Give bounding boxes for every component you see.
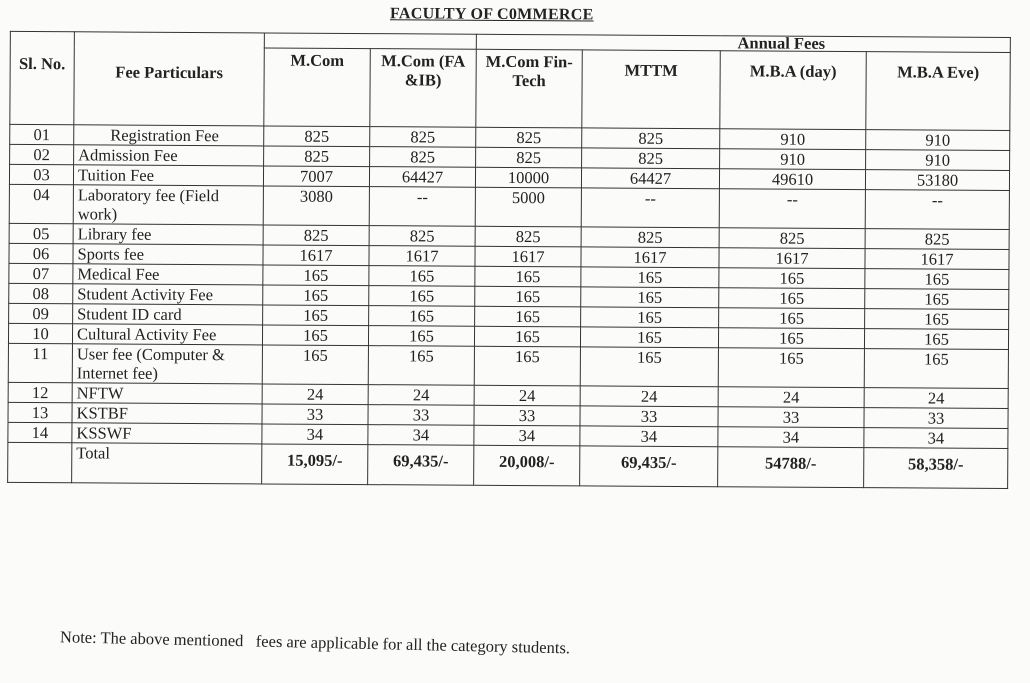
fee-amount: 825 bbox=[264, 146, 370, 167]
fee-amount: 165 bbox=[368, 346, 474, 386]
fee-amount: 165 bbox=[865, 269, 1009, 290]
serial-number: 01 bbox=[10, 124, 74, 144]
fee-particular: Laboratory fee (Field work) bbox=[73, 185, 263, 225]
fee-amount: 825 bbox=[581, 227, 719, 248]
header-fee-particulars: Fee Particulars bbox=[74, 32, 265, 126]
fee-amount: 165 bbox=[581, 267, 719, 288]
fee-amount: 165 bbox=[865, 289, 1009, 310]
fee-table bbox=[7, 31, 1011, 489]
fee-amount: 24 bbox=[718, 387, 864, 408]
serial-number: 13 bbox=[8, 402, 72, 422]
fee-amount: 825 bbox=[263, 225, 369, 246]
serial-number: 04 bbox=[9, 184, 73, 223]
fee-amount: 825 bbox=[865, 229, 1009, 250]
header-sl-no: Sl. No. bbox=[10, 31, 75, 124]
fee-amount: 1617 bbox=[581, 247, 719, 268]
fee-amount: 1617 bbox=[719, 248, 865, 269]
fee-amount: 165 bbox=[864, 329, 1008, 350]
fee-amount: 165 bbox=[263, 265, 369, 286]
fee-particular: KSTBF bbox=[72, 403, 262, 424]
fee-amount: -- bbox=[581, 188, 719, 228]
fee-amount: 165 bbox=[581, 287, 719, 308]
fee-amount: 49610 bbox=[719, 169, 865, 190]
serial-number: 11 bbox=[8, 343, 72, 382]
fee-amount: 825 bbox=[369, 226, 475, 247]
fee-amount: 53180 bbox=[865, 170, 1009, 191]
fee-particular: Registration Fee bbox=[74, 125, 264, 146]
fee-amount: 165 bbox=[368, 326, 474, 347]
fee-amount: 34 bbox=[718, 427, 864, 448]
fee-amount: 24 bbox=[368, 385, 474, 406]
fee-amount: 165 bbox=[262, 345, 368, 385]
fee-amount: 165 bbox=[369, 306, 475, 327]
fee-amount: 825 bbox=[264, 126, 370, 147]
fee-amount: 165 bbox=[475, 266, 581, 287]
serial-number: 05 bbox=[9, 223, 73, 243]
fee-amount: 165 bbox=[580, 327, 718, 348]
fee-amount: 165 bbox=[580, 347, 718, 387]
fee-amount: 34 bbox=[474, 425, 580, 446]
fee-particular: KSSWF bbox=[72, 423, 262, 444]
footnote: Note: The above mentioned fees are applicable for all the category students. bbox=[59, 627, 571, 658]
header-program: M.B.A Eve) bbox=[866, 52, 1010, 131]
fee-amount: 825 bbox=[476, 127, 582, 148]
fee-amount: 825 bbox=[719, 228, 865, 249]
fee-amount: 165 bbox=[474, 346, 580, 386]
fee-particular: Admission Fee bbox=[74, 145, 264, 166]
fee-amount: 34 bbox=[262, 424, 368, 445]
header-program: M.Com Fin-Tech bbox=[476, 49, 582, 128]
fee-particular: Student ID card bbox=[73, 304, 263, 325]
fee-amount: 910 bbox=[866, 130, 1010, 151]
fee-amount: 825 bbox=[475, 226, 581, 247]
fee-amount: 1617 bbox=[369, 246, 475, 267]
fee-amount: 24 bbox=[474, 385, 580, 406]
serial-number: 10 bbox=[8, 323, 72, 343]
fee-amount: 165 bbox=[719, 308, 865, 329]
fee-amount: 165 bbox=[864, 349, 1008, 389]
header-program: M.B.A (day) bbox=[720, 51, 866, 130]
fee-amount: 1617 bbox=[475, 246, 581, 267]
serial-number: 02 bbox=[10, 144, 74, 164]
fee-amount: -- bbox=[865, 190, 1009, 230]
header-program: M.Com bbox=[264, 48, 370, 127]
fee-amount: 910 bbox=[720, 149, 866, 170]
fee-amount: 165 bbox=[718, 348, 864, 388]
serial-number: 08 bbox=[9, 283, 73, 303]
total-amount: 15,095/- bbox=[262, 444, 368, 485]
fee-amount: 10000 bbox=[475, 167, 581, 188]
fee-amount: 825 bbox=[476, 147, 582, 168]
header-program: MTTM bbox=[582, 50, 720, 129]
fee-amount: 165 bbox=[718, 328, 864, 349]
total-amount: 54788/- bbox=[718, 447, 864, 488]
fee-amount: 33 bbox=[580, 406, 718, 427]
fee-amount: 34 bbox=[580, 426, 718, 447]
fee-amount: 165 bbox=[475, 306, 581, 327]
fee-amount: 825 bbox=[370, 147, 476, 168]
total-amount: 69,435/- bbox=[368, 445, 474, 486]
fee-particular: Student Activity Fee bbox=[73, 284, 263, 305]
fee-particular: Cultural Activity Fee bbox=[72, 324, 262, 345]
fee-amount: -- bbox=[369, 187, 475, 227]
fee-amount: 33 bbox=[718, 407, 864, 428]
serial-number: 06 bbox=[9, 243, 73, 263]
total-amount: 69,435/- bbox=[580, 446, 718, 487]
header-blank bbox=[264, 33, 476, 49]
table-row bbox=[8, 343, 1008, 388]
fee-amount: 1617 bbox=[263, 245, 369, 266]
page-title: FACULTY OF C0MMERCE bbox=[389, 5, 594, 24]
fee-amount: 24 bbox=[864, 388, 1008, 409]
serial-number: 03 bbox=[9, 164, 73, 184]
fee-amount: 910 bbox=[720, 129, 866, 150]
fee-amount: 64427 bbox=[581, 168, 719, 189]
serial-number: 07 bbox=[9, 263, 73, 283]
fee-amount: 64427 bbox=[369, 167, 475, 188]
fee-amount: 24 bbox=[262, 384, 368, 405]
fee-amount: -- bbox=[719, 189, 865, 229]
fee-amount: 165 bbox=[581, 307, 719, 328]
fee-amount: 34 bbox=[864, 428, 1008, 449]
fee-amount: 165 bbox=[475, 286, 581, 307]
fee-particular: NFTW bbox=[72, 383, 262, 404]
header-program: M.Com (FA &IB) bbox=[370, 49, 476, 128]
fee-amount: 165 bbox=[369, 286, 475, 307]
total-amount: 20,008/- bbox=[474, 445, 580, 486]
fee-amount: 7007 bbox=[263, 166, 369, 187]
fee-amount: 33 bbox=[262, 404, 368, 425]
annual-fees-label: Annual Fees bbox=[737, 33, 826, 53]
fee-amount: 165 bbox=[369, 266, 475, 287]
fee-amount: 910 bbox=[866, 150, 1010, 171]
fee-amount: 33 bbox=[368, 405, 474, 426]
fee-amount: 5000 bbox=[475, 187, 581, 227]
fee-amount: 165 bbox=[719, 288, 865, 309]
fee-particular: Library fee bbox=[73, 224, 263, 245]
fee-amount: 825 bbox=[582, 148, 720, 169]
fee-particular: User fee (Computer & Internet fee) bbox=[72, 344, 262, 384]
fee-amount: 165 bbox=[262, 325, 368, 346]
fee-particular: Medical Fee bbox=[73, 264, 263, 285]
fee-particular: Tuition Fee bbox=[73, 165, 263, 186]
fee-amount: 825 bbox=[370, 127, 476, 148]
fee-amount: 165 bbox=[474, 326, 580, 347]
fee-amount: 825 bbox=[582, 128, 720, 149]
serial-number: 09 bbox=[9, 303, 73, 323]
fee-amount: 24 bbox=[580, 386, 718, 407]
serial-number: 14 bbox=[8, 422, 72, 442]
fee-amount: 34 bbox=[368, 425, 474, 446]
total-row bbox=[8, 442, 1008, 488]
fee-amount: 165 bbox=[263, 305, 369, 326]
fee-amount: 1617 bbox=[865, 249, 1009, 270]
fee-amount: 165 bbox=[263, 285, 369, 306]
fee-amount: 165 bbox=[719, 268, 865, 289]
fee-amount: 3080 bbox=[263, 186, 369, 226]
total-amount: 58,358/- bbox=[864, 448, 1008, 489]
total-label: Total bbox=[72, 443, 262, 484]
total-sl-blank bbox=[8, 442, 72, 482]
fee-amount: 165 bbox=[865, 309, 1009, 330]
fee-amount: 33 bbox=[474, 405, 580, 426]
fee-amount: 33 bbox=[864, 408, 1008, 429]
fee-particular: Sports fee bbox=[73, 244, 263, 265]
table-row bbox=[9, 184, 1009, 229]
serial-number: 12 bbox=[8, 382, 72, 402]
